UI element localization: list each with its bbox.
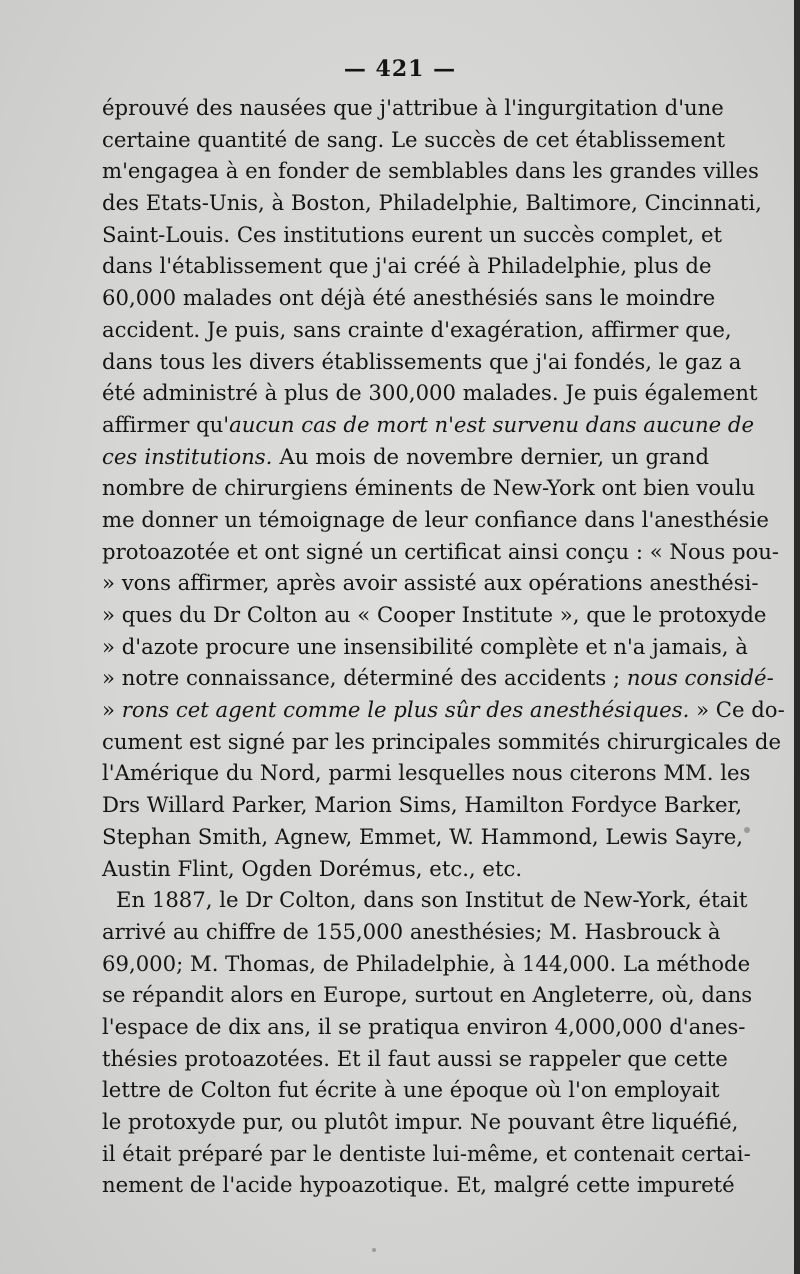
- text-line: [102, 250, 712, 282]
- text-line: [102, 92, 724, 124]
- text-segment: 69,000; M. Thomas, de Philadelphie, à 144,000. La méthode: [102, 950, 751, 976]
- text-segment: il était préparé par le dentiste lui-même, et contenait certai-: [102, 1140, 751, 1166]
- body-text: [102, 92, 785, 1201]
- text-line: [102, 694, 785, 726]
- text-line: [102, 1074, 720, 1106]
- text-line: [102, 1043, 728, 1075]
- text-segment: » notre connaissance, déterminé des accidents ;: [102, 665, 627, 691]
- text-segment: protoazotée et ont signé un certificat ainsi conçu : « Nous pou-: [102, 538, 780, 564]
- paper-spot: [372, 1248, 376, 1252]
- text-line: [102, 1138, 751, 1170]
- text-segment: Au mois de novembre dernier, un grand: [272, 443, 710, 469]
- text-segment: Stephan Smith, Agnew, Emmet, W. Hammond, Lewis Sayre,: [102, 823, 744, 849]
- text-segment: dans l'établissement que j'ai créé à Philadelphie, plus de: [102, 253, 712, 279]
- text-segment: éprouvé des nausées que j'attribue à l'ingurgitation d'une: [102, 95, 724, 120]
- paper-spot: [744, 827, 750, 833]
- text-segment: accident. Je puis, sans crainte d'exagération, affirmer que,: [102, 316, 732, 342]
- text-segment: Saint-Louis. Ces institutions eurent un succès complet, et: [102, 221, 723, 247]
- page-edge-shadow: [794, 0, 800, 1274]
- text-segment: été administré à plus de 300,000 malades. Je puis également: [102, 380, 758, 406]
- text-segment: cument est signé par les principales sommités chirurgicales de: [102, 728, 781, 754]
- text-line: [102, 631, 748, 663]
- italic-text-segment: nous considé-: [626, 665, 774, 691]
- text-line: [102, 504, 769, 536]
- text-line: [102, 662, 774, 694]
- italic-text-segment: rons cet agent comme le plus sûr des anesthésiques.: [121, 697, 690, 723]
- text-line: [102, 282, 716, 314]
- text-line: [102, 377, 758, 409]
- text-line: [102, 853, 709, 885]
- italic-text-segment: aucun cas de mort n'est survenu dans aucune de: [229, 411, 755, 437]
- text-line: [102, 757, 751, 789]
- text-segment: le protoxyde pur, ou plutôt impur. Ne pouvant être liquéfié,: [102, 1109, 739, 1134]
- text-segment: 60,000 malades ont déjà été anesthésiés sans le moindre: [102, 285, 716, 311]
- text-segment: l'espace de dix ans, il se pratiqua environ 4,000,000 d'anes-: [102, 1013, 746, 1039]
- text-segment: thésies protoazotées. Et il faut aussi se rappeler que cette: [102, 1045, 728, 1071]
- text-segment: des Etats-Unis, à Boston, Philadelphie, Baltimore, Cincinnati,: [102, 190, 762, 216]
- text-line: [102, 948, 751, 980]
- text-segment: affirmer qu': [102, 411, 230, 437]
- text-line: [102, 409, 755, 441]
- text-segment: » d'azote procure une insensibilité complète et n'a jamais, à: [102, 633, 748, 659]
- text-segment: » Ce do-: [689, 697, 785, 723]
- text-line: [102, 1169, 735, 1201]
- text-segment: arrivé au chiffre de 155,000 anesthésies; M. Hasbrouck à: [102, 918, 721, 944]
- text-line: [102, 726, 781, 758]
- text-segment: Austin Flint, Ogden Dorémus, etc., etc.: [102, 855, 523, 881]
- text-segment: » vons affirmer, après avoir assisté aux opérations anesthési-: [102, 570, 759, 596]
- text-segment: En 1887, le Dr Colton, dans son Institut de New-York, était: [116, 887, 748, 913]
- text-segment: » ques du Dr Colton au « Cooper Institute », que le protoxyde: [102, 602, 767, 627]
- text-segment: dans tous les divers établissements que j'ai fondés, le gaz a: [102, 348, 742, 374]
- text-segment: certaine quantité de sang. Le succès de cet établissement: [102, 126, 726, 152]
- text-line: [102, 536, 780, 568]
- text-segment: nement de l'acide hypoazotique. Et, malgré cette impureté: [102, 1172, 735, 1198]
- text-line: [102, 979, 753, 1011]
- text-line: [102, 219, 723, 251]
- text-line: [102, 916, 721, 948]
- text-segment: l'Amérique du Nord, parmi lesquelles nous citerons MM. les: [102, 760, 751, 786]
- page-number: — 421 —: [343, 56, 457, 82]
- italic-text-segment: ces institutions.: [102, 443, 273, 469]
- text-segment: »: [102, 697, 122, 723]
- text-line: [102, 1011, 746, 1043]
- text-segment: se répandit alors en Europe, surtout en Angleterre, où, dans: [102, 982, 753, 1008]
- text-line: [102, 472, 756, 504]
- text-line: [102, 1106, 739, 1138]
- text-line: [102, 187, 762, 219]
- text-segment: m'engagea à en fonder de semblables dans les grandes villes: [102, 158, 759, 184]
- text-line: [102, 567, 759, 599]
- text-line: [102, 599, 767, 631]
- text-line: [102, 789, 743, 821]
- text-line: [102, 314, 732, 346]
- text-line: [102, 124, 726, 156]
- text-line: [102, 441, 709, 473]
- text-line: [102, 884, 748, 916]
- text-line: [102, 346, 742, 378]
- text-segment: Drs Willard Parker, Marion Sims, Hamilton Fordyce Barker,: [102, 792, 743, 818]
- text-line: [102, 155, 759, 187]
- text-line: [102, 821, 744, 853]
- text-segment: me donner un témoignage de leur confiance dans l'anesthésie: [102, 506, 769, 532]
- text-segment: lettre de Colton fut écrite à une époque où l'on employait: [102, 1077, 720, 1103]
- text-segment: nombre de chirurgiens éminents de New-York ont bien voulu: [102, 475, 756, 501]
